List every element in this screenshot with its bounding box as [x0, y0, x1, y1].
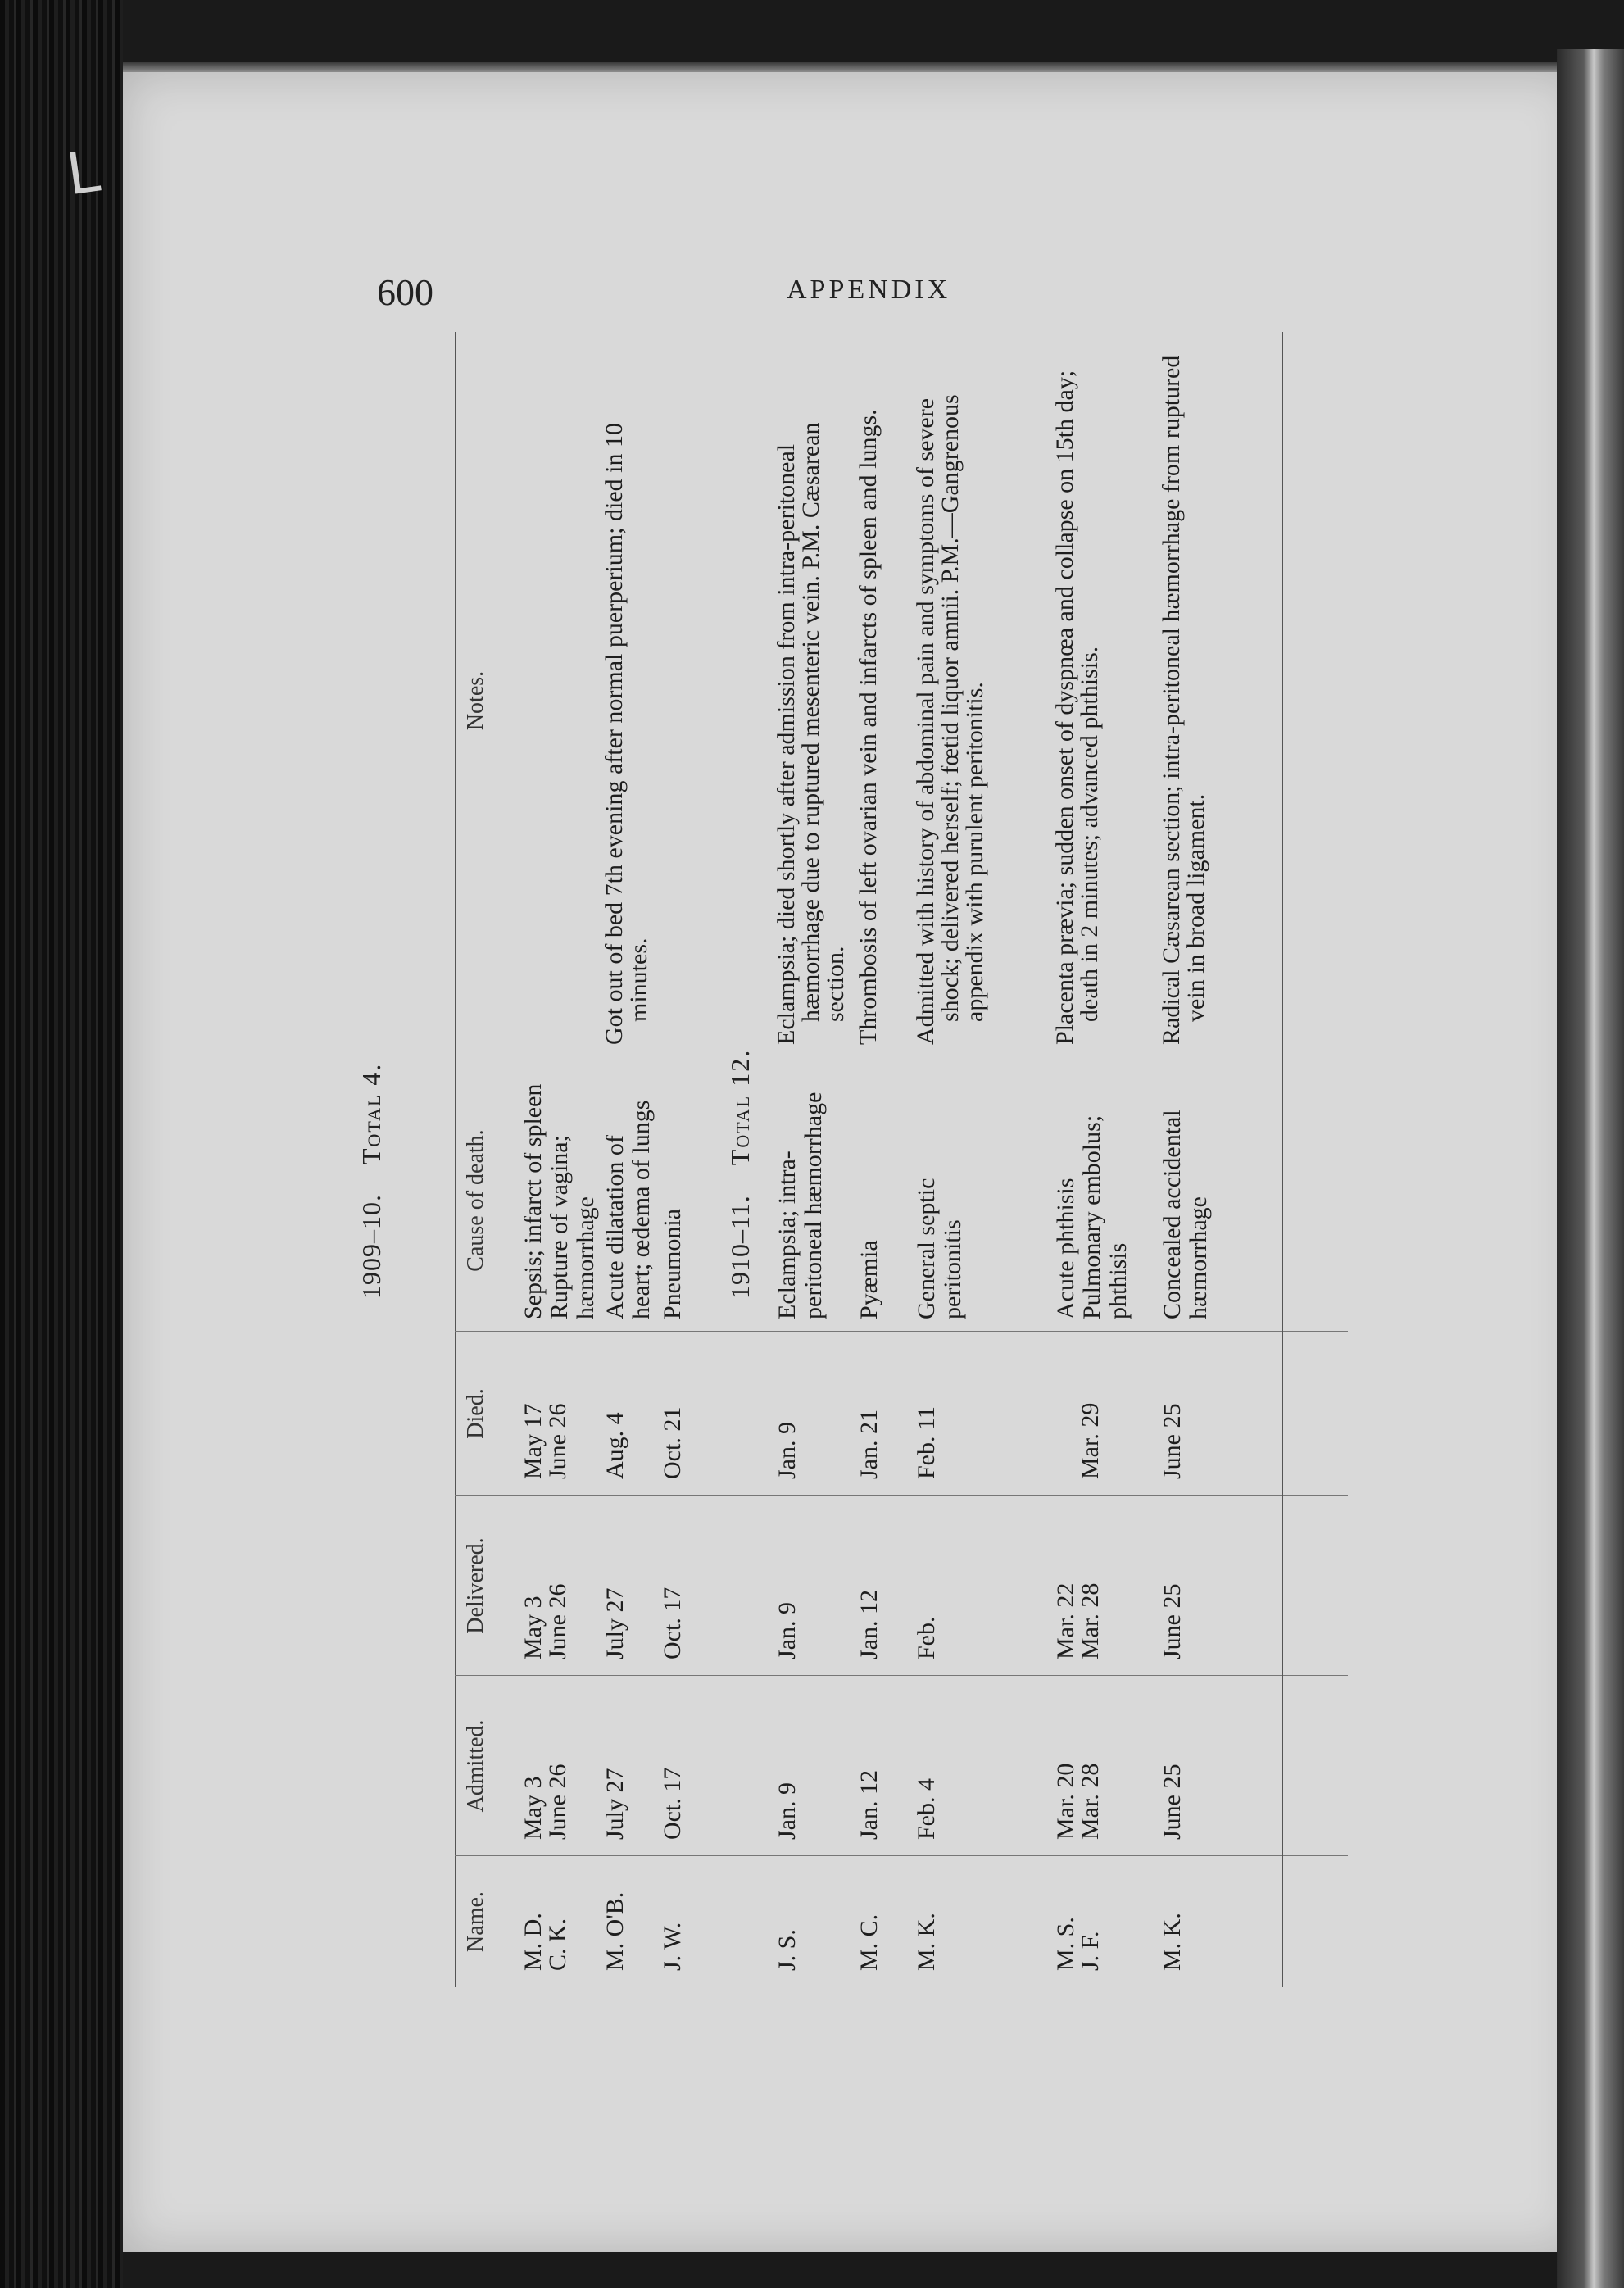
table-top-rule [455, 332, 456, 1987]
row-died: Feb. 11 [913, 1406, 940, 1479]
row-delivered: Feb. [913, 1616, 940, 1659]
row-admitted: Jan. 12 [855, 1770, 882, 1840]
rotated-table-block [356, 332, 1348, 1987]
row-died: Jan. 21 [855, 1410, 882, 1479]
row-cause: Pulmonary embolus; phthisis [1078, 1114, 1132, 1319]
row-delivered: Jan. 9 [773, 1602, 801, 1659]
header-died: Died. [463, 1388, 488, 1439]
header-delivered: Delivered. [463, 1537, 488, 1634]
header-name: Name. [463, 1891, 488, 1952]
row-cause: Pyæmia [855, 1240, 882, 1319]
running-head: APPENDIX [787, 275, 951, 305]
header-admitted: Admitted. [463, 1719, 488, 1813]
row-notes [1053, 348, 1102, 1045]
row-cause: General septic peritonitis [913, 1178, 966, 1319]
row-died: May 17 [519, 1403, 547, 1479]
row-name: M. D. [519, 1913, 547, 1971]
row-name: J. F. [1077, 1931, 1104, 1971]
notes-text: Radical Cæsarean section; intra-peritoneal hæmorrhage from ruptured vein in broad ligament. [1158, 355, 1209, 1045]
row-cause: Pneumonia [659, 1209, 686, 1319]
row-notes [774, 348, 848, 1045]
col-sep [455, 1855, 1348, 1856]
book-page-edge [1557, 49, 1624, 2288]
notes-text: Eclampsia; died shortly after admission from intra-peritoneal hæmorrhage due to ruptured mesenteric vein. P.M. Cæsarean section. [773, 422, 849, 1045]
row-admitted: June 25 [1159, 1764, 1186, 1840]
section-title-1910 [725, 1049, 755, 1299]
row-admitted: Oct. 17 [659, 1767, 686, 1840]
row-notes [914, 348, 987, 1045]
row-admitted: Jan. 9 [773, 1782, 801, 1840]
section-year: 1910–11. [725, 1195, 755, 1299]
header-cause: Cause of death. [463, 1129, 488, 1272]
section-title-1909 [356, 1063, 387, 1299]
row-died: June 25 [1159, 1403, 1186, 1479]
section-year: 1909–10. [356, 1194, 386, 1299]
corner-mark: L [62, 137, 104, 209]
section-total: Total 12. [725, 1048, 755, 1166]
notes-text: Thrombosis of left ovarian vein and infarcts of spleen and lungs. [855, 409, 882, 1045]
table-bottom-rule [1282, 332, 1283, 1987]
row-name: M. S. [1052, 1917, 1079, 1971]
row-name: C. K. [544, 1918, 571, 1971]
microfilm-border [0, 0, 123, 2288]
row-delivered: Oct. 17 [659, 1587, 686, 1659]
row-name: M. C. [855, 1913, 882, 1971]
section-total: Total 4. [356, 1062, 386, 1164]
notes-text: Placenta prævia; sudden onset of dyspnœa and collapse on 15th day; death in 2 minutes; advanced phthisis. [1051, 370, 1103, 1045]
mortality-table [356, 332, 1348, 1987]
row-cause: Acute phthisis [1052, 1178, 1079, 1319]
row-delivered: Jan. 12 [855, 1590, 882, 1659]
col-sep [455, 1331, 1348, 1332]
notes-text: Got out of bed 7th evening after normal puerperium; died in 10 minutes. [601, 423, 652, 1045]
row-died: Aug. 4 [601, 1412, 628, 1479]
row-admitted: May 3 [519, 1776, 547, 1840]
row-notes [856, 348, 881, 1045]
row-admitted: Feb. 4 [913, 1778, 940, 1840]
row-notes [1159, 348, 1209, 1045]
row-notes [602, 348, 651, 1045]
header-notes: Notes. [463, 670, 488, 731]
col-sep [455, 1495, 1348, 1496]
row-name: M. K. [913, 1913, 940, 1971]
row-delivered: Mar. 28 [1077, 1582, 1104, 1659]
row-admitted: June 26 [544, 1764, 571, 1840]
row-died: Mar. 29 [1077, 1402, 1104, 1479]
row-died: June 26 [544, 1403, 571, 1479]
row-admitted: July 27 [601, 1768, 628, 1840]
row-name: M. K. [1159, 1913, 1186, 1971]
row-name: J. S. [773, 1929, 801, 1971]
row-cause: Acute dilatation of heart; œdema of lungs [601, 1100, 655, 1319]
row-cause: Eclampsia; intra-peritoneal hæmorrhage [773, 1092, 827, 1319]
row-delivered: June 26 [544, 1583, 571, 1659]
row-name: M. O'B. [601, 1891, 628, 1971]
row-died: Jan. 9 [773, 1422, 801, 1479]
row-delivered: Mar. 22 [1052, 1582, 1079, 1659]
row-cause: Sepsis; infarct of spleen [519, 1083, 547, 1319]
row-admitted: Mar. 28 [1077, 1763, 1104, 1840]
col-sep [455, 1675, 1348, 1676]
row-cause: Rupture of vagina; hæmorrhage [546, 1135, 599, 1319]
notes-text: Admitted with history of abdominal pain and symptoms of severe shock; delivered herself; fœtid liquor amnii. P.M.—Gangrenous appendix with purulent peritonitis. [912, 394, 988, 1045]
row-died: Oct. 21 [659, 1406, 686, 1479]
row-delivered: July 27 [601, 1587, 628, 1659]
row-delivered: June 25 [1159, 1583, 1186, 1659]
row-admitted: Mar. 20 [1052, 1763, 1079, 1840]
row-delivered: May 3 [519, 1596, 547, 1659]
row-name: J. W. [659, 1922, 686, 1971]
row-cause: Concealed accidental hæmorrhage [1159, 1110, 1212, 1319]
page-number: 600 [377, 271, 433, 313]
